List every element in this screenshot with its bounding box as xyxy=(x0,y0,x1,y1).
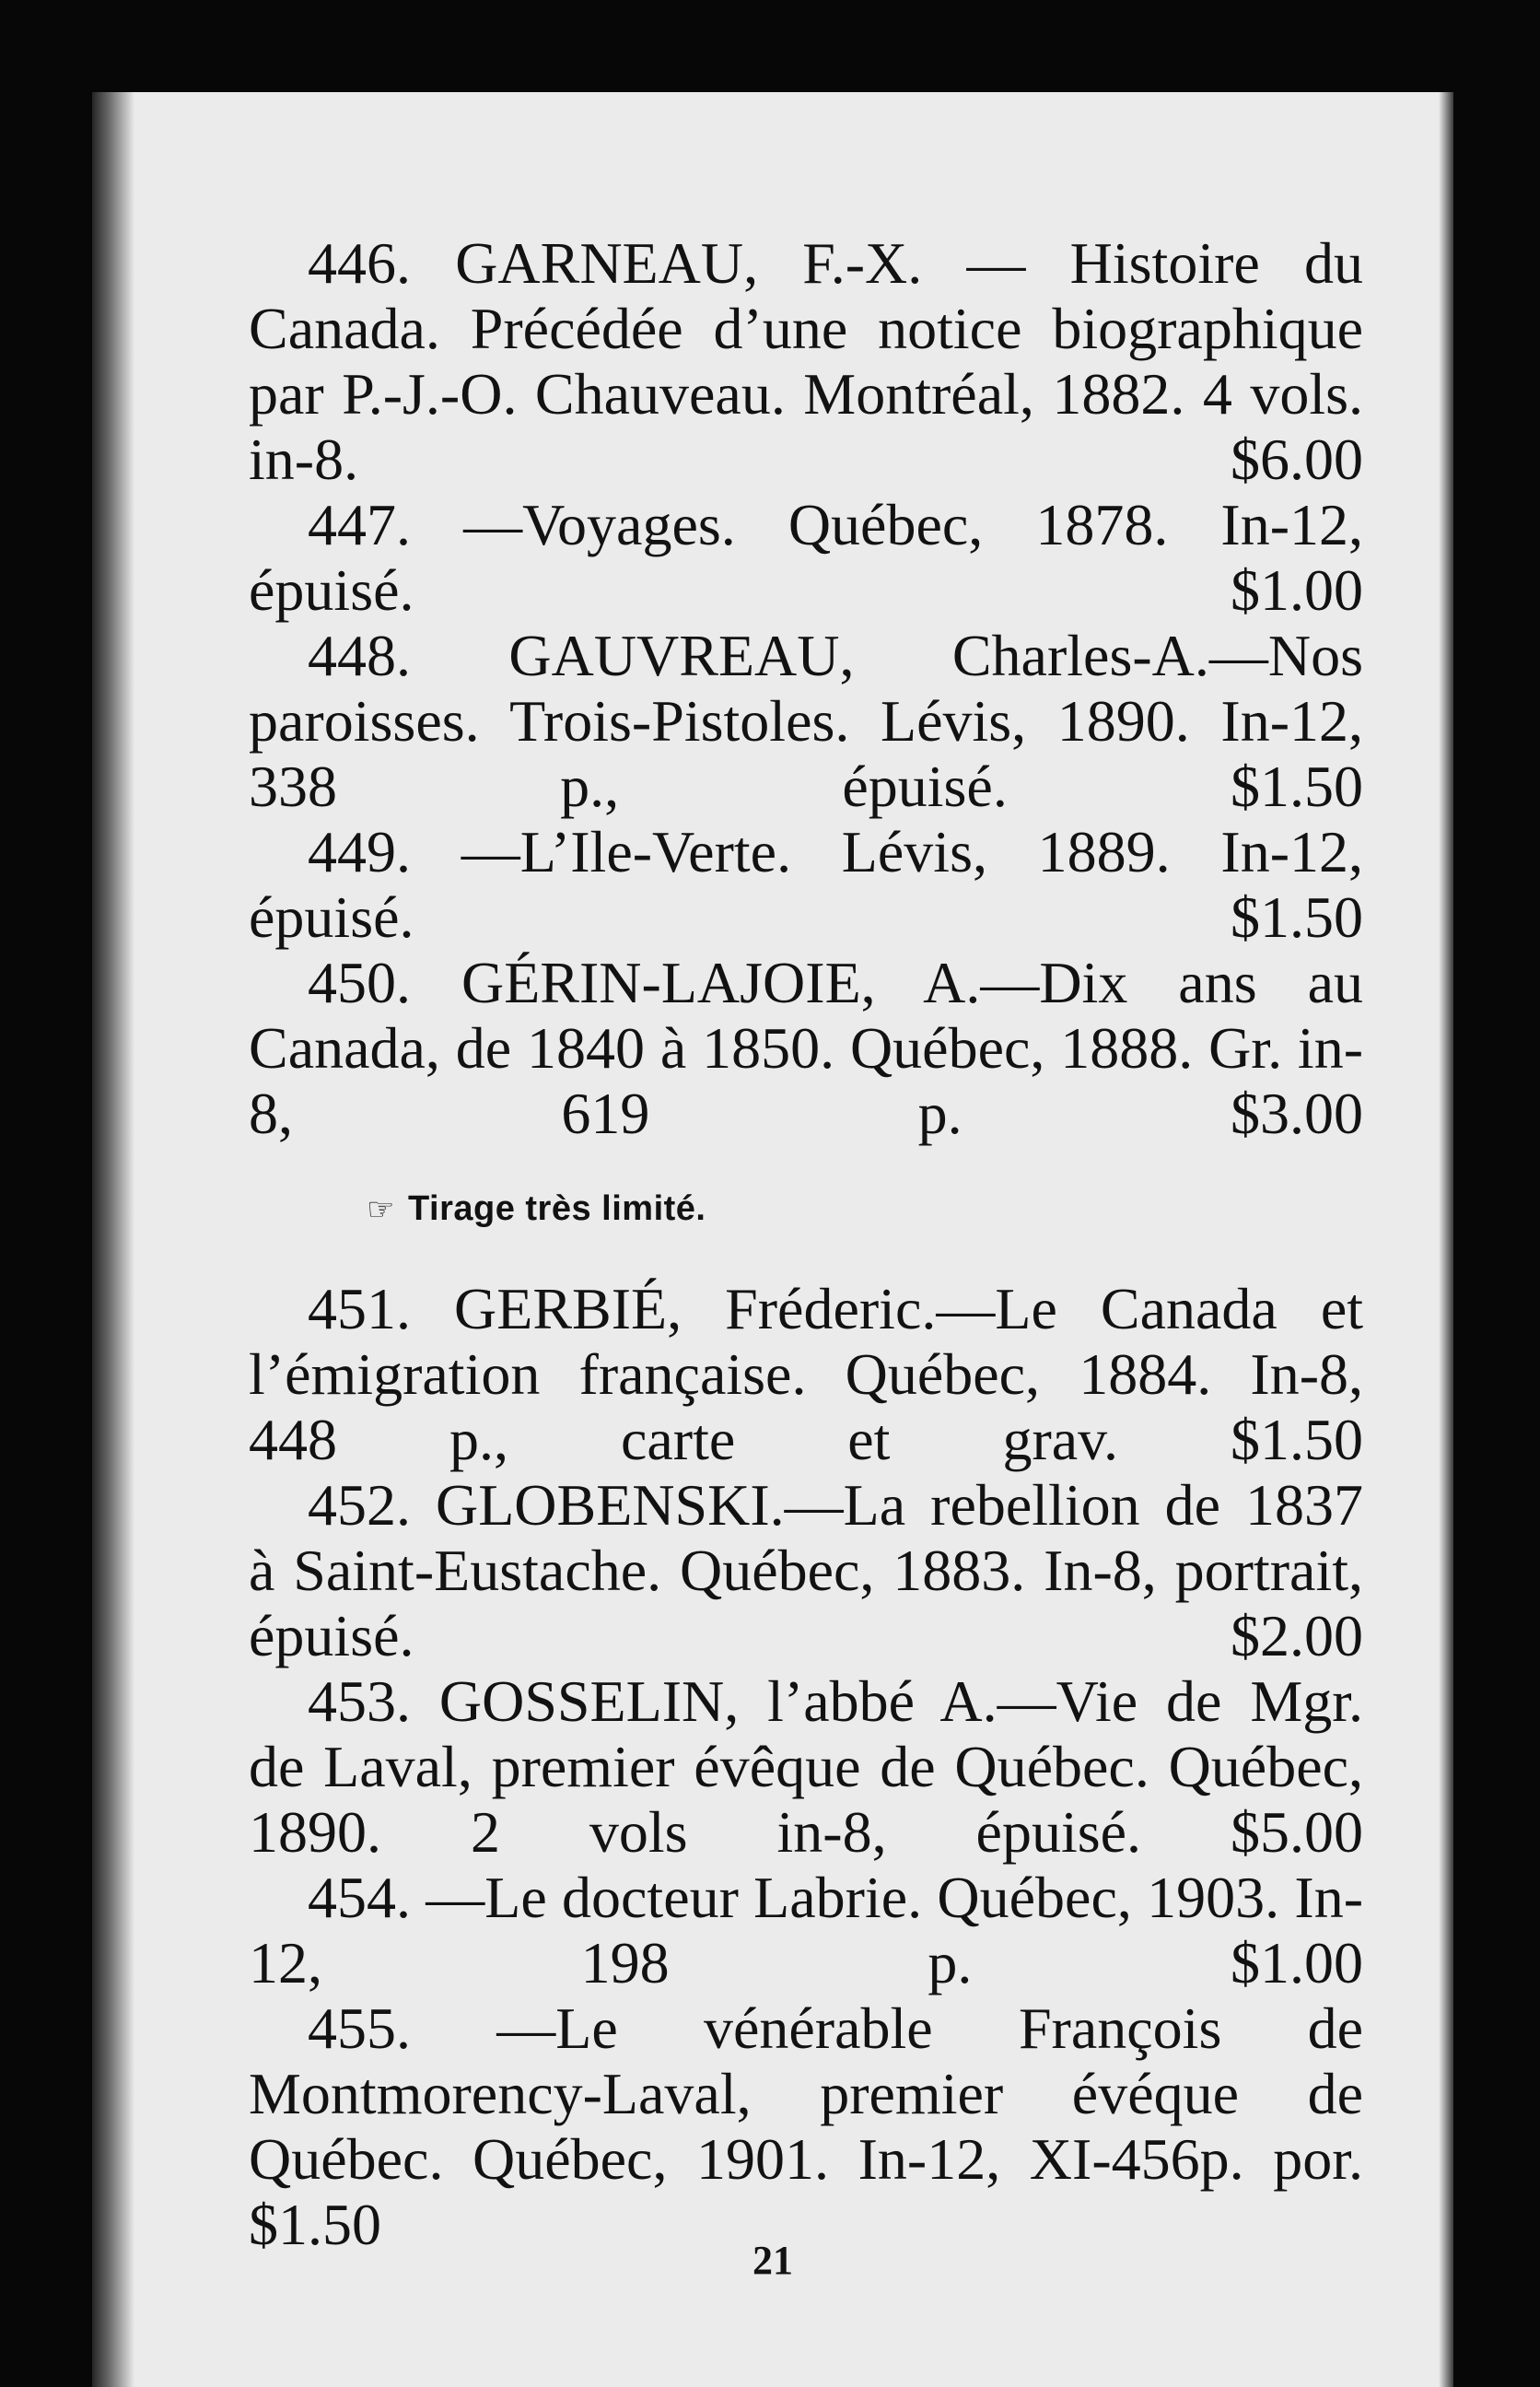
edition-note-text: Tirage très limité. xyxy=(407,1189,706,1228)
page-edge-shadow xyxy=(1439,92,1453,2387)
entry-price: $1.50 xyxy=(249,2192,381,2257)
catalogue-entry-449: 449. —L’Ile-Verte. Lévis, 1889. In-12, épuisé. $1.50 xyxy=(249,819,1363,950)
entry-price: $5.00 xyxy=(1231,1799,1364,1865)
page-number: 21 xyxy=(752,2238,793,2283)
catalogue-entry-446: 446. GARNEAU, F.-X. — Histoire du Canada. Précédée d’une notice biographique par P.-J.-O. Chauveau. Montréal, 1882. 4 vols. in-8. $6.00 xyxy=(249,230,1363,492)
entry-price: $1.50 xyxy=(1231,1407,1364,1472)
entry-price: $6.00 xyxy=(1231,427,1363,492)
entry-price: $1.00 xyxy=(1231,557,1363,623)
binding-shadow xyxy=(92,92,134,2387)
catalogue-entry-450: 450. GÉRIN-LAJOIE, A.—Dix ans au Canada, de 1840 à 1850. Québec, 1888. Gr. in-8, 619 p. $3.00 xyxy=(249,950,1364,1146)
entry-price: $1.00 xyxy=(1231,1930,1364,1995)
pointing-hand-icon: ☞ xyxy=(367,1192,395,1227)
catalogue-entry-454: 454. —Le docteur Labrie. Québec, 1903. In-12, 198 p. $1.00 xyxy=(249,1865,1364,1995)
catalogue-entry-448: 448. GAUVREAU, Charles-A.—Nos paroisses. Trois-Pistoles. Lévis, 1890. In-12, 338 p., épuisé. $1.50 xyxy=(249,623,1364,819)
catalogue-text xyxy=(249,230,1363,2257)
catalogue-entry-455: 455. —Le vénérable François de Montmorency-Laval, premier évéque de Québec. Québec, 1901. In-12, XI-456p. por. $1.50 xyxy=(249,1995,1363,2257)
entry-price: $3.00 xyxy=(1231,1081,1364,1146)
catalogue-entry-451: 451. GERBIÉ, Fréderic.—Le Canada et l’émigration française. Québec, 1884. In-8, 448 p., carte et grav. $1.50 xyxy=(249,1276,1364,1472)
entry-price: $1.50 xyxy=(1231,754,1364,819)
catalogue-entry-453: 453. GOSSELIN, l’abbé A.—Vie de Mgr. de Laval, premier évêque de Québec. Québec, 1890. 2 vols in-8, épuisé. $5.00 xyxy=(249,1668,1364,1865)
catalogue-entry-447: 447. —Voyages. Québec, 1878. In-12, épuisé. $1.00 xyxy=(249,492,1363,623)
entry-price: $2.00 xyxy=(1231,1603,1363,1668)
edition-note xyxy=(367,1188,1363,1230)
catalogue-entry-452: 452. GLOBENSKI.—La rebellion de 1837 à Saint-Eustache. Québec, 1883. In-8, portrait, épuisé. $2.00 xyxy=(249,1472,1363,1668)
entry-price: $1.50 xyxy=(1231,884,1363,950)
book-page xyxy=(92,92,1453,2387)
